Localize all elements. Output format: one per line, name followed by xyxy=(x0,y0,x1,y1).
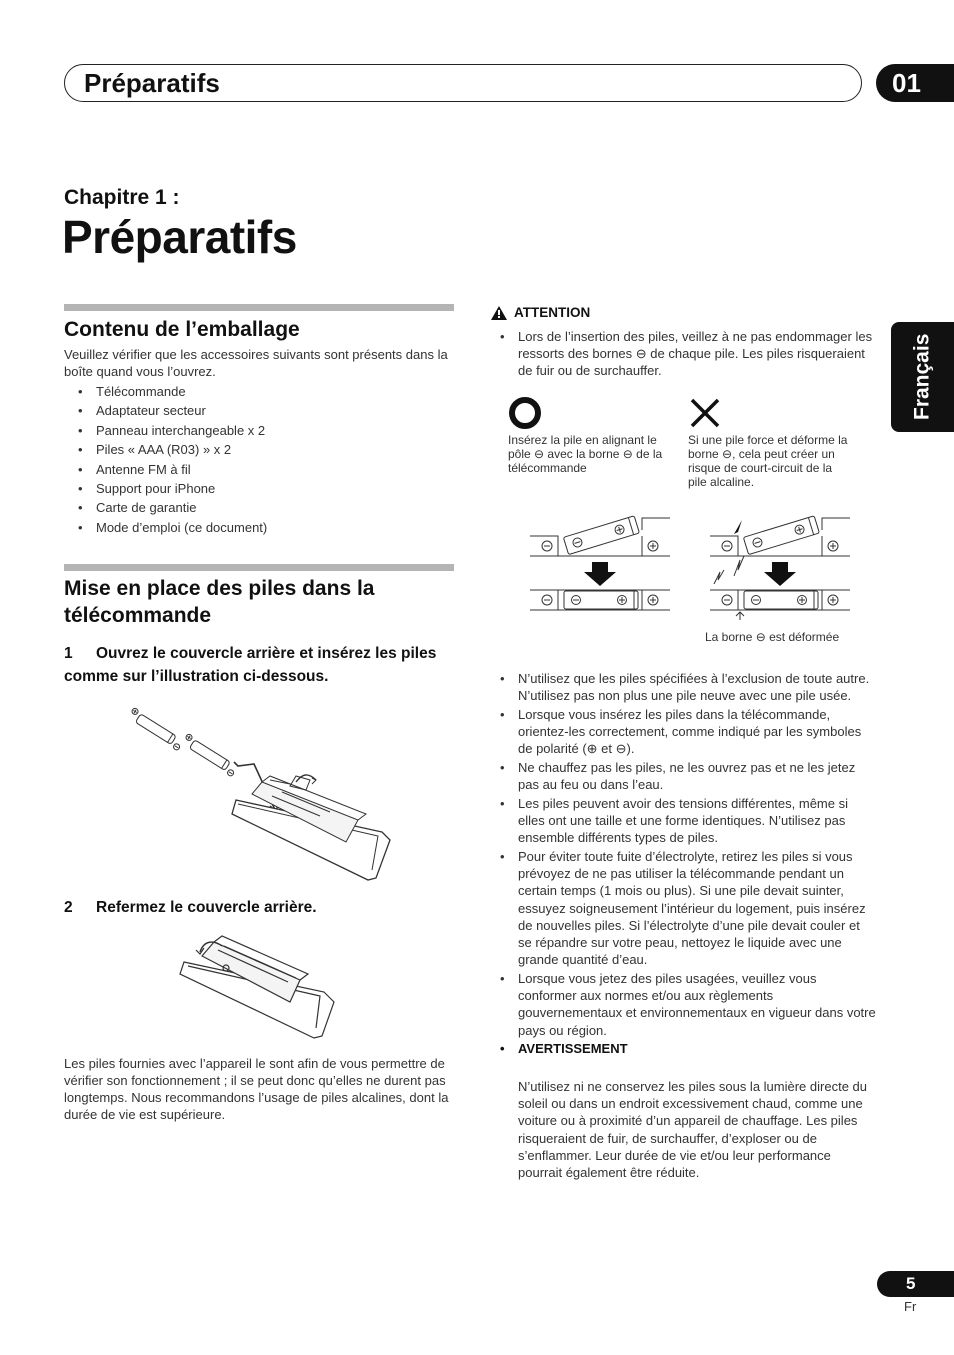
step-text: Refermez le couvercle arrière. xyxy=(96,899,317,916)
incorrect-caption: Si une pile force et déforme la borne ⊖, cela peut créer un risque de court-circuit de la pile alcaline. xyxy=(688,433,848,489)
warning-text: N’utilisez ni ne conservez les piles sous la lumière directe du soleil ou dans un endroit excessivement chaud, comme une voiture ou à proximité d’un appareil de chauffage. Les piles risqueraient de fuir, de surchauffer, d’exploser ou de s’enflammer. Leur durée de vie et/ou leur performance pourrait également être réduite. xyxy=(518,1079,867,1181)
attention-first-list xyxy=(500,328,876,381)
section-divider xyxy=(64,564,454,571)
batteries-heading: Mise en place des piles dans la télécommande xyxy=(64,577,375,627)
step-text: Ouvrez le couvercle arrière et insérez les piles comme sur l’illustration ci-dessous. xyxy=(64,645,437,685)
step-number: 1 xyxy=(64,645,73,662)
list-item: • Lorsque vous insérez les piles dans la télécommande, orientez-les correctement, comme indiqué par les symboles de polarité (⊕ et ⊖). xyxy=(500,706,876,758)
chapter-number-badge: 01 xyxy=(876,64,954,102)
warning-label: AVERTISSEMENT xyxy=(518,1041,628,1057)
page-number: 5 xyxy=(877,1271,954,1297)
step-1 xyxy=(64,642,454,688)
chapter-subtitle: Chapitre 1 : xyxy=(64,186,180,209)
list-item: • Ne chauffez pas les piles, ne les ouvrez pas et ne les jetez pas au feu ou dans l’eau. xyxy=(500,759,876,793)
remote-open-illustration xyxy=(120,700,400,885)
list-item: • Support pour iPhone xyxy=(64,479,454,498)
attention-label: ATTENTION xyxy=(514,305,591,320)
list-item: • Panneau interchangeable x 2 xyxy=(64,421,454,440)
list-item: • Piles « AAA (R03) » x 2 xyxy=(64,440,454,459)
contents-heading: Contenu de l’emballage xyxy=(64,318,300,341)
down-arrow-icon xyxy=(584,562,616,586)
remote-close-illustration xyxy=(178,932,340,1042)
list-item: • Antenne FM à fil xyxy=(64,460,454,479)
warning-icon xyxy=(490,305,508,321)
chapter-title: Préparatifs xyxy=(62,211,297,263)
battery-insertion-diagram xyxy=(528,510,864,620)
warning-item xyxy=(500,1040,876,1057)
list-item: • Lors de l’insertion des piles, veillez à ne pas endommager les ressorts des bornes ⊖ de chaque pile. Les piles risqueraient de fuir ou de surchauffer. xyxy=(500,328,876,380)
list-item: • Mode d’emploi (ce document) xyxy=(64,518,454,537)
list-item: • Lorsque vous jetez des piles usagées, veuillez vous conformer aux normes et/ou aux règlements gouvernementaux et environnementaux en vigueur dans votre pays ou région. xyxy=(500,970,876,1039)
contents-list xyxy=(64,382,454,537)
list-item: • N’utilisez que les piles spécifiées à l’exclusion de toute autre. N’utilisez pas non plus une pile neuve avec une pile usée. xyxy=(500,670,876,704)
language-tab-label: Français xyxy=(910,333,934,421)
list-item: • Carte de garantie xyxy=(64,498,454,517)
step-number: 2 xyxy=(64,899,73,916)
page-lang-code: Fr xyxy=(904,1299,917,1314)
list-item: • Adaptateur secteur xyxy=(64,401,454,420)
header-title: Préparatifs xyxy=(84,68,220,98)
batteries-note: Les piles fournies avec l’appareil le sont afin de vous permettre de vérifier son fonctionnement ; il se peut donc qu’elles ne durent pas longtemps. Nous recommandons l’usage de piles alcalines, dont la durée de vie est supérieure. xyxy=(64,1056,449,1122)
section-divider xyxy=(64,304,454,311)
incorrect-cross-icon xyxy=(688,396,724,432)
list-item: • Télécommande xyxy=(64,382,454,401)
contents-intro: Veuillez vérifier que les accessoires suivants sont présents dans la boîte quand vous l’ouvrez. xyxy=(64,347,448,379)
step-2 xyxy=(64,896,454,919)
attention-heading xyxy=(490,305,880,323)
list-item: • Pour éviter toute fuite d’électrolyte, retirez les piles si vous prévoyez de ne pas utiliser la télécommande pendant un certain temps (1 mois ou plus). Si une pile devait suinter, essuyez soigneusement l’intérieur du logement, puis insérez de nouvelles piles. Si l’électrolyte d’une pile devait couler et se répandre sur votre peau, nettoyez le liquide avec une grande quantité d’eau. xyxy=(500,848,876,968)
list-item: • Les piles peuvent avoir des tensions différentes, même si elles ont une taille et une forme identiques. N’utilisez pas ensemble différents types de piles. xyxy=(500,795,876,847)
down-arrow-icon xyxy=(764,562,796,586)
deformed-terminal-label: La borne ⊖ est déformée xyxy=(705,630,840,644)
correct-circle-icon xyxy=(508,396,544,432)
correct-caption: Insérez la pile en alignant le pôle ⊖ avec la borne ⊖ de la télécommande xyxy=(508,433,663,475)
attention-list xyxy=(500,670,876,1059)
